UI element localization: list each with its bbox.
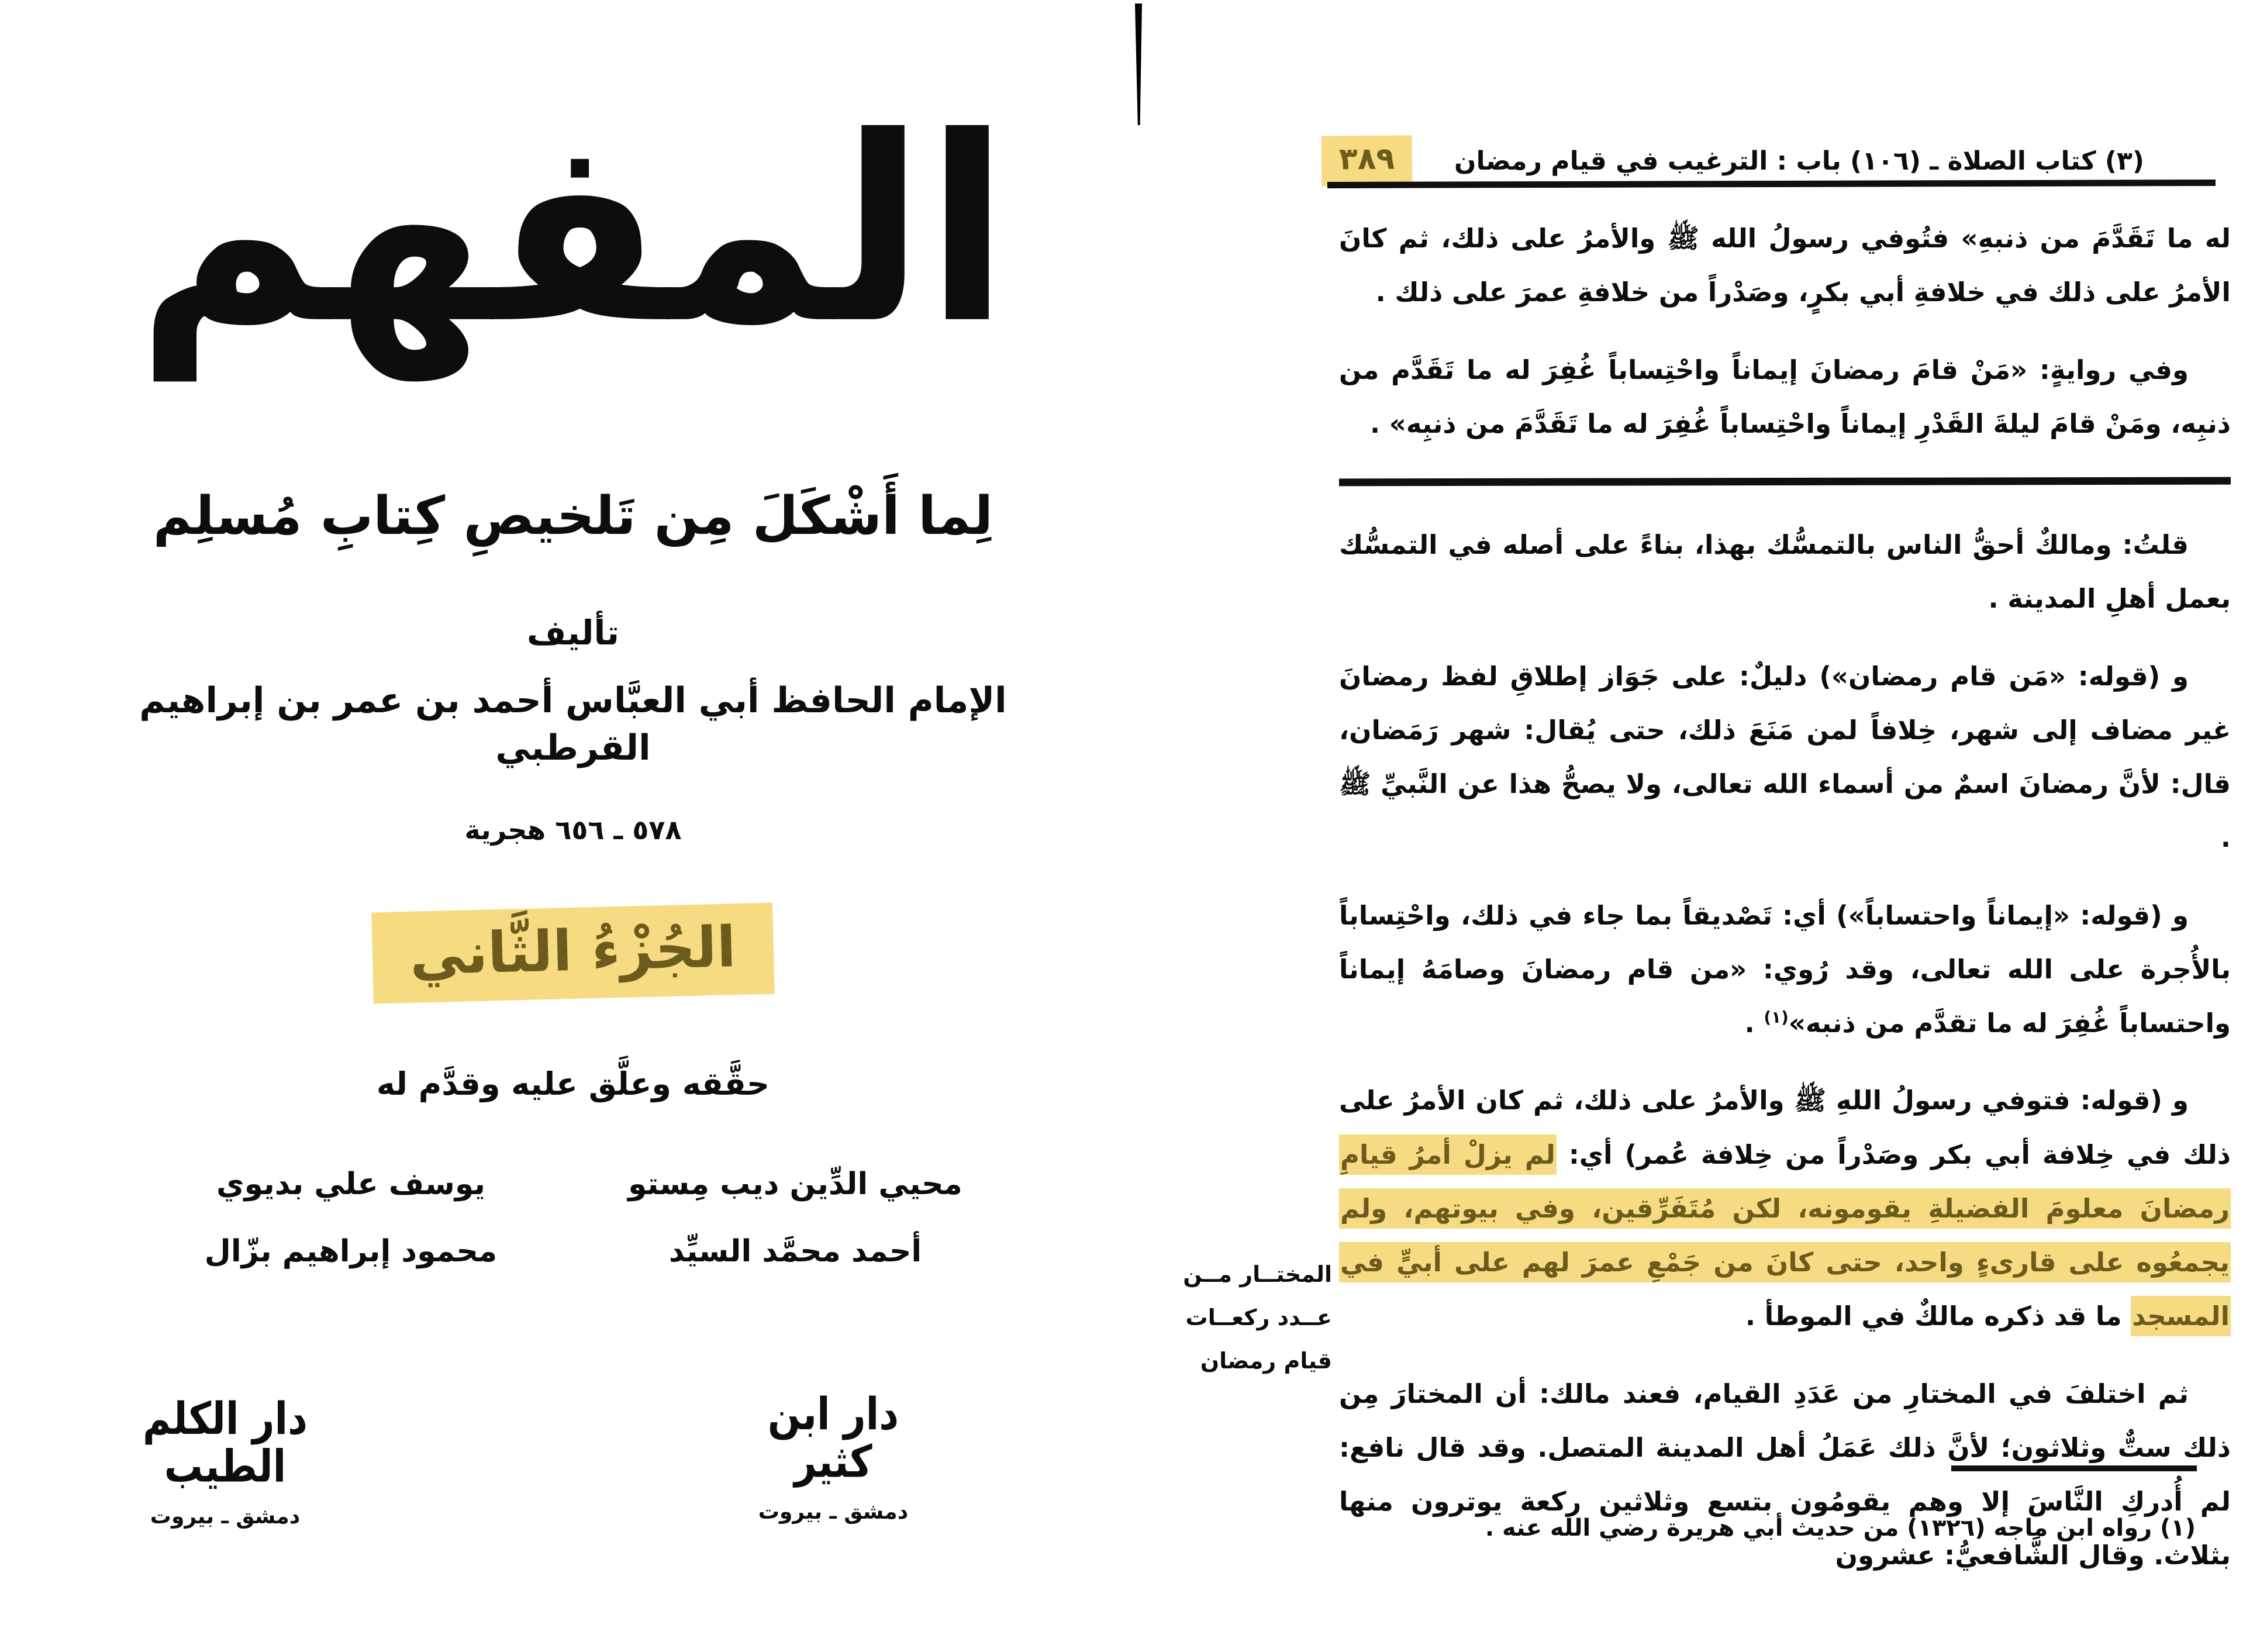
- editor-name: أحمد محمَّد السيِّد: [668, 1234, 922, 1269]
- body-text: له ما تَقَدَّمَ من ذنبهِ» فتُوفي رسولُ الله ﷺ والأمرُ على ذلك، ثم كانَ الأمرُ على ذلك في خلافةِ أبي بكرٍ، وصَدْراً من خلافةِ عمرَ على ذلك .: [1339, 223, 2231, 308]
- highlighted-text: لم يزلْ أمرُ قيامِ رمضانَ معلومَ الفضيلةِ يقومونه، لكن مُتَفَرِّقين، وفي بيوتهم، ولم يجمعُوه على قارىءٍ واحد، حتى كانَ من جَمْعِ عمرَ لهم على أبيٍّ في المسجد: [1339, 1134, 2231, 1337]
- publisher-cities: دمشق ـ بيروت: [758, 1499, 909, 1524]
- publisher-block-ibn-kathir: [728, 1388, 938, 1524]
- author-dates: ٥٧٨ ـ ٦٥٦ هجرية: [464, 814, 682, 846]
- footnote-marker: (١): [1764, 1008, 1789, 1027]
- author-name: الإمام الحافظ أبي العبَّاس أحمد بن عمر بن إبراهيم القرطبي: [139, 680, 1007, 768]
- volume-label-highlighted: الجُزْءُ الثَّاني: [371, 903, 774, 1004]
- paragraph: [1339, 1367, 2231, 1583]
- body-text: .: [1744, 1008, 1764, 1039]
- paragraph: [1339, 212, 2231, 320]
- book-subtitle: لِما أَشْكَلَ مِن تَلخيصِ كِتابِ مُسلِم: [153, 485, 993, 547]
- book-title-calligraphy: المفهم: [136, 82, 1010, 380]
- paragraph: [1339, 650, 2231, 865]
- editor-name: محيي الدِّين ديب مِستو: [628, 1167, 962, 1202]
- page-number-highlighted: ٣٨٩: [1321, 135, 1413, 186]
- publisher-logo: دار ابن كثير: [767, 1388, 899, 1488]
- publisher-logo: دار الكلم الطيب: [143, 1392, 308, 1493]
- body-text: و (قوله: فتوفي رسولُ اللهِ ﷺ والأمرُ على ذلك، ثم كان الأمرُ على ذلك في خِلافة أبي بكر وصَدْراً من خِلافة عُمر) أي:: [1339, 1085, 2231, 1170]
- page-text-column: [1339, 212, 2231, 1606]
- paragraph: [1339, 1074, 2231, 1343]
- margin-note-line: المختــار مــن: [1183, 1261, 1332, 1287]
- part-badge-wrap: [0, 908, 1146, 999]
- paragraph: [1339, 889, 2231, 1051]
- text-page: [1146, 0, 2267, 1652]
- body-text: ما قد ذكره مالكٌ في الموطأ .: [1745, 1301, 2131, 1332]
- paragraph: [1339, 518, 2231, 626]
- body-text: و (قوله: «إيماناً واحتساباً») أي: تَصْديقاً بما جاء في ذلك، واحْتِساباً بالأُجرة على الله تعالى، وقد رُوي: «من قام رمضانَ وصامَهُ إيماناً واحتساباً غُفِرَ له ما تقدَّم من ذنبه»: [1339, 899, 2231, 1039]
- editors-label: حقَّقه وعلَّق عليه وقدَّم له: [376, 1065, 770, 1102]
- section-divider-rule: [1339, 477, 2231, 487]
- body-text: و (قوله: «مَن قام رمضان») دليلٌ: على جَوَاز إطلاقِ لفظ رمضانَ غير مضاف إلى شهر، خِلافاً لمن مَنَعَ ذلك، حتى يُقال: شهر رَمَضان، قال: لأنَّ رمضانَ اسمٌ من أسماء الله تعالى، ولا يصحُّ هذا عن النَّبيِّ ﷺ .: [1339, 660, 2231, 854]
- editors-list: [146, 1167, 1000, 1269]
- running-head: (٣) كتاب الصلاة ـ (١٠٦) باب : الترغيب في قيام رمضان: [1454, 146, 2144, 176]
- body-text: قلتُ: ومالكٌ أحقُّ الناس بالتمسُّك بهذا، بناءً على أصله في التمسُّك بعمل أهلِ المدينة .: [1339, 529, 2231, 615]
- publisher-cities: دمشق ـ بيروت: [150, 1504, 301, 1529]
- margin-note: [1154, 1253, 1332, 1382]
- margin-note-line: عــدد ركعــات: [1185, 1305, 1332, 1331]
- publisher-block-kalim-tayyib: [120, 1392, 330, 1529]
- footnote-rule: [1951, 1465, 2197, 1471]
- byline-label: تأليف: [526, 613, 620, 653]
- paragraph: [1339, 343, 2231, 451]
- footnote: (١) رواه ابن ماجه (١٣٢٦) من حديث أبي هريرة رضي الله عنه .: [1485, 1515, 2196, 1541]
- body-text: وفي روايةٍ: «مَنْ قامَ رمضانَ إيماناً واحْتِساباً غُفِرَ له ما تَقَدَّم من ذنبِه، ومَنْ قامَ ليلةَ القَدْرِ إيماناً واحْتِساباً غُفِرَ له ما تَقَدَّمَ من ذنبِه» .: [1339, 354, 2231, 439]
- editor-name: يوسف علي بديوي: [216, 1167, 486, 1202]
- page-header: [1321, 136, 2144, 186]
- editor-name: محمود إبراهيم بزّال: [204, 1234, 498, 1269]
- margin-note-line: قيام رمضان: [1200, 1348, 1332, 1374]
- body-text: ثم اختلفَ في المختارِ من عَدَدِ القيام، فعند مالك: أن المختارَ مِن ذلك ستٌّ وثلاثون؛ لأنَّ ذلك عَمَلُ أهل المدينة المتصل. وقد قال نافع: لم أُدركِ النَّاسَ إلا وهم يقومُون بتسع وثلاثين ركعة يوترون منها بثلاث. وقال الشَّافعيُّ: عشرون: [1339, 1378, 2231, 1571]
